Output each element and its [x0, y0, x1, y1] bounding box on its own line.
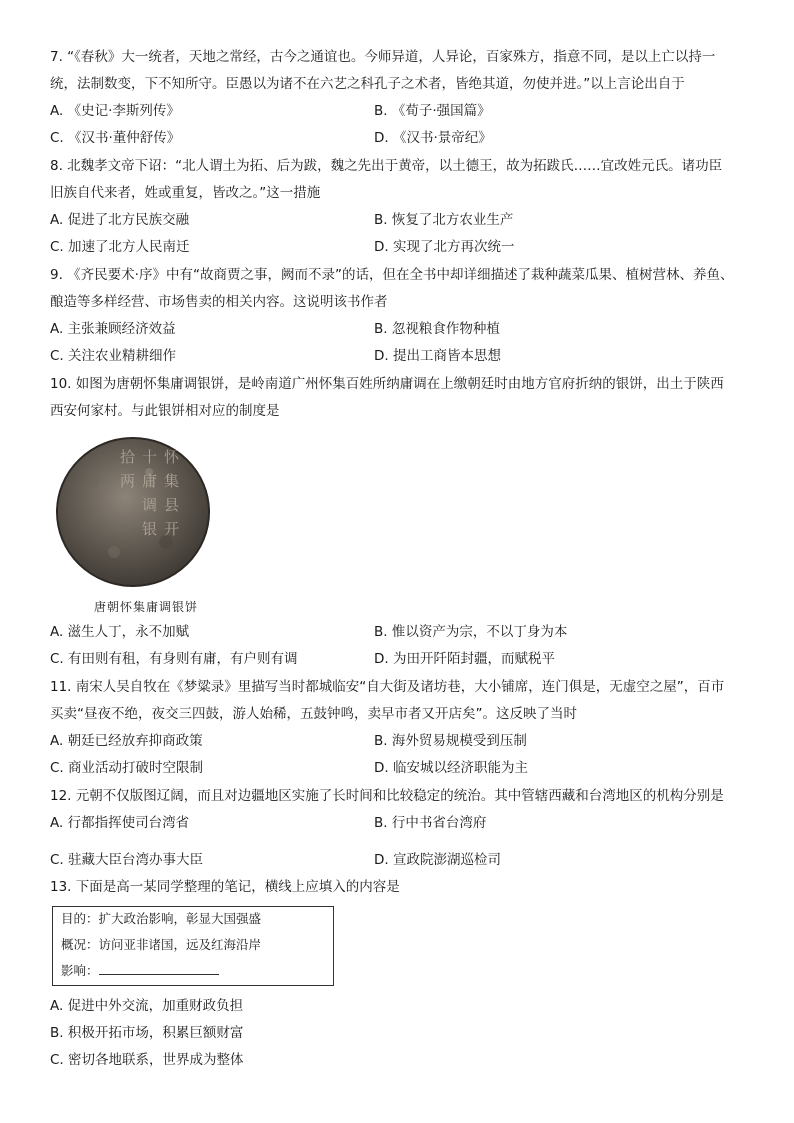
q12-option-a[interactable]: A. 行都指挥使司台湾省 — [50, 815, 190, 831]
q10-line-1: 10. 如图为唐朝怀集庸调银饼，是岭南道广州怀集百姓所纳庸调在上缴朝廷时由地方官府折纳的银饼，出土于陕西 — [50, 376, 724, 392]
q13-option-a[interactable]: A. 促进中外交流，加重财政负担 — [50, 998, 244, 1014]
coin-inscription-char: 庸 — [142, 472, 158, 490]
q7-option-a[interactable]: A. 《史记·李斯列传》 — [50, 103, 180, 119]
fill-blank — [99, 962, 219, 975]
coin-inscription-char: 十 — [142, 448, 158, 466]
q8-option-c[interactable]: C. 加速了北方人民南迁 — [50, 239, 190, 255]
q8-option-a[interactable]: A. 促进了北方民族交融 — [50, 212, 190, 228]
q13-line-1: 13. 下面是高一某同学整理的笔记，横线上应填入的内容是 — [50, 879, 400, 895]
q7-option-d[interactable]: D. 《汉书·景帝纪》 — [374, 130, 492, 146]
q7-line-1: 7. “《春秋》大一统者，天地之常经，古今之通谊也。今师异道，人异论，百家殊方，指意不同，是以上亡以持一 — [50, 49, 716, 65]
note-overview: 概况：访问亚非诸国，远及红海沿岸 — [61, 937, 262, 952]
note-impact-label: 影响： — [61, 963, 99, 978]
coin-inscription-char: 调 — [142, 496, 158, 514]
q9-line-2: 酿造等多样经营、市场售卖的相关内容。这说明该书作者 — [50, 294, 388, 310]
q9-option-c[interactable]: C. 关注农业精耕细作 — [50, 348, 177, 364]
study-note-box — [52, 906, 334, 986]
q12-line-1: 12. 元朝不仅版图辽阔，而且对边疆地区实施了长时间和比较稳定的统治。其中管辖西藏和台湾地区的机构分别是 — [50, 788, 724, 804]
q11-line-1: 11. 南宋人吴自牧在《梦粱录》里描写当时都城临安“自大街及诸坊巷，大小铺席，连门俱是，无虚空之屋”，百市 — [50, 679, 725, 695]
image-caption: 唐朝怀集庸调银饼 — [94, 600, 199, 614]
q11-option-b[interactable]: B. 海外贸易规模受到压制 — [374, 733, 527, 749]
q11-option-c[interactable]: C. 商业活动打破时空限制 — [50, 760, 204, 776]
q11-line-2: 买卖“昼夜不绝，夜交三四鼓，游人始稀，五鼓钟鸣，卖早市者又开店矣”。这反映了当时 — [50, 706, 577, 722]
q8-line-1: 8. 北魏孝文帝下诏：“北人谓土为拓、后为跋，魏之先出于黄帝，以土德王，故为拓跋氏……宜改姓元氏。诸功臣 — [50, 158, 723, 174]
q12-option-d[interactable]: D. 宣政院澎湖巡检司 — [374, 852, 501, 868]
coin-inscription-char: 拾 — [120, 448, 136, 466]
q8-line-2: 旧族自代来者，姓或重复，皆改之。”这一措施 — [50, 185, 321, 201]
q10-line-2: 西安何家村。与此银饼相对应的制度是 — [50, 403, 280, 419]
q7-line-2: 统，法制数变，下不知所守。臣愚以为诸不在六艺之科孔子之术者，皆绝其道，勿使并进。”以上言论出自于 — [50, 76, 685, 92]
q11-option-d[interactable]: D. 临安城以经济职能为主 — [374, 760, 528, 776]
coin-inscription-char: 县 — [164, 496, 180, 514]
coin-inscription-char: 两 — [120, 472, 136, 490]
coin-inscription-char: 集 — [164, 472, 180, 490]
q9-line-1: 9. 《齐民要术·序》中有“故商贾之事，阙而不录”的话，但在全书中却详细描述了栽种蔬菜瓜果、植树营林、养鱼、 — [50, 267, 734, 283]
q10-option-c[interactable]: C. 有田则有租，有身则有庸，有户则有调 — [50, 651, 298, 667]
q8-option-d[interactable]: D. 实现了北方再次统一 — [374, 239, 515, 255]
silver-cake-image — [54, 432, 212, 590]
q10-option-a[interactable]: A. 滋生人丁，永不加赋 — [50, 624, 190, 640]
q7-option-b[interactable]: B. 《荀子·强国篇》 — [374, 103, 491, 119]
q8-option-b[interactable]: B. 恢复了北方农业生产 — [374, 212, 514, 228]
q9-option-d[interactable]: D. 提出工商皆本思想 — [374, 348, 501, 364]
note-impact — [61, 961, 219, 979]
q13-option-b[interactable]: B. 积极开拓市场，积累巨额财富 — [50, 1025, 244, 1041]
coin-inscription-char: 怀 — [164, 448, 180, 466]
q9-option-a[interactable]: A. 主张兼顾经济效益 — [50, 321, 176, 337]
q11-option-a[interactable]: A. 朝廷已经放弃抑商政策 — [50, 733, 203, 749]
q10-option-b[interactable]: B. 惟以资产为宗，不以丁身为本 — [374, 624, 568, 640]
coin-inscription-char: 银 — [142, 520, 158, 538]
note-purpose: 目的：扩大政治影响，彰显大国强盛 — [61, 911, 262, 926]
coin-inscription-char: 开 — [164, 520, 180, 538]
q10-option-d[interactable]: D. 为田开阡陌封疆，而赋税平 — [374, 651, 555, 667]
q12-option-b[interactable]: B. 行中书省台湾府 — [374, 815, 487, 831]
q7-option-c[interactable]: C. 《汉书·董仲舒传》 — [50, 130, 181, 146]
q12-option-c[interactable]: C. 驻藏大臣台湾办事大臣 — [50, 852, 204, 868]
q13-option-c[interactable]: C. 密切各地联系，世界成为整体 — [50, 1052, 244, 1068]
q9-option-b[interactable]: B. 忽视粮食作物种植 — [374, 321, 500, 337]
